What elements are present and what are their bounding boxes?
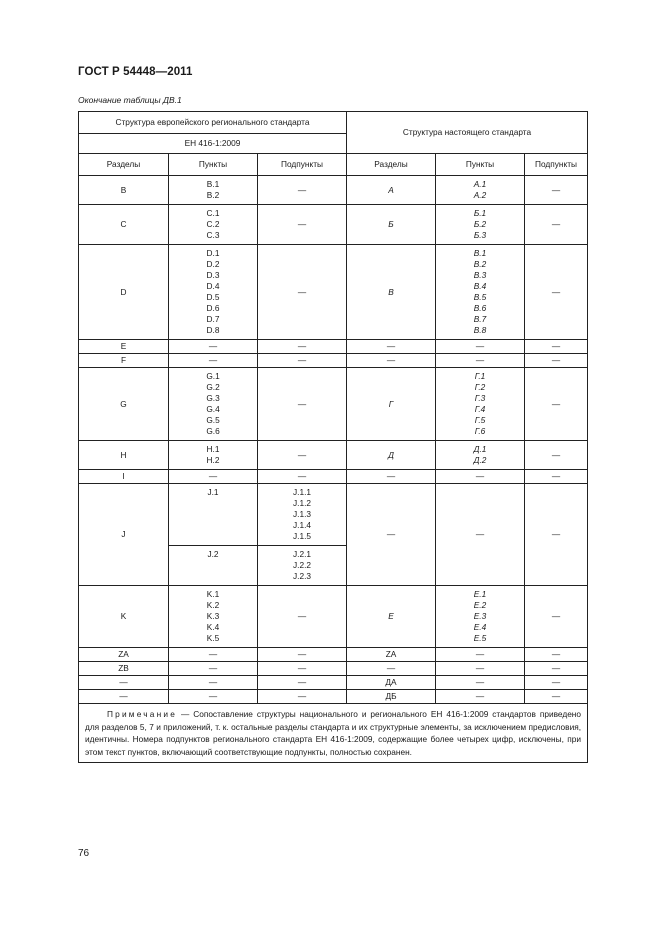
cell-lines bbox=[169, 176, 257, 204]
cell-line: В.3 bbox=[473, 270, 487, 280]
note-text: — Сопоставление структуры национального и регионального ЕН 416-1:2009 стандартов приведено для разделов 5, 7 и приложений, т. к. остальные разделы стандарта и их структурные элементы, за исключением предисловия, идентичны. Номера подпунктов регионального стандарта ЕН 416-1:2009, содержащие более четырех цифр, исключены, при этом текст пунктов, включающий соответствующие подпункты, полностью сохранен. bbox=[85, 709, 582, 757]
cell-line: J.1.1 bbox=[293, 487, 311, 497]
national-subpoints: — bbox=[525, 662, 588, 676]
european-section: H bbox=[79, 441, 169, 470]
table-row bbox=[79, 441, 588, 470]
cell-line: C.2 bbox=[206, 219, 220, 229]
national-section: ДА bbox=[347, 676, 436, 690]
national-section: ZA bbox=[347, 648, 436, 662]
cell-line: Е.1 bbox=[473, 589, 487, 599]
national-subpoints: — bbox=[525, 340, 588, 354]
cell-line: J.2.1 bbox=[293, 549, 311, 559]
cell-line: J.1.3 bbox=[293, 509, 311, 519]
cell-lines bbox=[258, 484, 346, 545]
national-subpoints: — bbox=[525, 205, 588, 245]
page-number: 76 bbox=[78, 848, 90, 859]
national-subpoints: — bbox=[525, 245, 588, 340]
national-points: — bbox=[436, 676, 525, 690]
european-section: I bbox=[79, 470, 169, 484]
national-points bbox=[436, 586, 525, 648]
cell-line: Б.3 bbox=[473, 230, 487, 240]
european-subpoints: — bbox=[258, 648, 347, 662]
cell-line: В.5 bbox=[473, 292, 487, 302]
cell-line: Е.3 bbox=[473, 611, 487, 621]
table-row bbox=[79, 368, 588, 441]
cell-line: G.6 bbox=[206, 426, 220, 436]
european-section: ZA bbox=[79, 648, 169, 662]
cell-line: D.7 bbox=[206, 314, 220, 324]
cell-line: B.2 bbox=[206, 190, 220, 200]
european-section: C bbox=[79, 205, 169, 245]
european-points: — bbox=[169, 662, 258, 676]
table-row bbox=[79, 586, 588, 648]
national-structure-header: Структура настоящего стандарта bbox=[347, 112, 588, 154]
cell-lines bbox=[436, 176, 524, 204]
cell-line: G.2 bbox=[206, 382, 220, 392]
document-title: ГОСТ Р 54448—2011 bbox=[78, 66, 193, 78]
european-subpoints bbox=[258, 484, 347, 546]
national-points: — bbox=[436, 340, 525, 354]
cell-lines bbox=[436, 368, 524, 440]
cell-lines bbox=[169, 245, 257, 339]
european-points: — bbox=[169, 470, 258, 484]
national-subpoints: — bbox=[525, 441, 588, 470]
column-header: Пункты bbox=[436, 154, 525, 176]
note-row bbox=[79, 704, 588, 763]
cell-line: H.1 bbox=[206, 444, 220, 454]
cell-lines bbox=[436, 205, 524, 244]
european-section: E bbox=[79, 340, 169, 354]
european-section: G bbox=[79, 368, 169, 441]
european-points: — bbox=[169, 354, 258, 368]
cell-line: Г.4 bbox=[474, 404, 486, 414]
cell-line: H.2 bbox=[206, 455, 220, 465]
cell-line: Б.2 bbox=[473, 219, 487, 229]
cell-lines bbox=[436, 245, 524, 339]
table-row bbox=[79, 484, 588, 546]
cell-line: J.2.2 bbox=[293, 560, 311, 570]
national-points bbox=[436, 368, 525, 441]
national-section: Д bbox=[347, 441, 436, 470]
cell-line: D.2 bbox=[206, 259, 220, 269]
table-row bbox=[79, 354, 588, 368]
cell-line: В.2 bbox=[473, 259, 487, 269]
national-points bbox=[436, 176, 525, 205]
european-subpoints bbox=[258, 546, 347, 586]
cell-line: J.1.2 bbox=[293, 498, 311, 508]
cell-line: C.1 bbox=[206, 208, 220, 218]
table-body bbox=[79, 112, 588, 763]
note-label: Примечание bbox=[107, 709, 178, 719]
national-section: Е bbox=[347, 586, 436, 648]
cell-line: Г.2 bbox=[474, 382, 486, 392]
cell-lines bbox=[169, 205, 257, 244]
national-points: — bbox=[436, 470, 525, 484]
national-subpoints: — bbox=[525, 648, 588, 662]
european-points bbox=[169, 368, 258, 441]
cell-lines bbox=[169, 546, 257, 563]
cell-line: K.5 bbox=[206, 633, 220, 643]
european-subpoints: — bbox=[258, 340, 347, 354]
national-subpoints: — bbox=[525, 676, 588, 690]
cell-line: J.2 bbox=[207, 549, 219, 559]
cell-line: Е.2 bbox=[473, 600, 487, 610]
cell-line: C.3 bbox=[206, 230, 220, 240]
national-points bbox=[436, 441, 525, 470]
european-subpoints: — bbox=[258, 662, 347, 676]
cell-line: Г.3 bbox=[474, 393, 486, 403]
national-subpoints: — bbox=[525, 368, 588, 441]
comparison-table bbox=[78, 111, 588, 763]
table-row bbox=[79, 245, 588, 340]
european-subpoints: — bbox=[258, 354, 347, 368]
cell-line: В.6 bbox=[473, 303, 487, 313]
cell-line: G.4 bbox=[206, 404, 220, 414]
table-caption: Окончание таблицы ДВ.1 bbox=[78, 95, 182, 105]
cell-line: Е.5 bbox=[473, 633, 487, 643]
cell-line: Д.2 bbox=[473, 455, 487, 465]
cell-line: В.7 bbox=[473, 314, 487, 324]
cell-line: G.1 bbox=[206, 371, 220, 381]
national-points: — bbox=[436, 662, 525, 676]
national-points: — bbox=[436, 648, 525, 662]
national-subpoints: — bbox=[525, 484, 588, 586]
national-points bbox=[436, 205, 525, 245]
european-section: — bbox=[79, 690, 169, 704]
cell-lines bbox=[169, 368, 257, 440]
european-section: J bbox=[79, 484, 169, 586]
cell-line: Г.1 bbox=[474, 371, 486, 381]
cell-line: G.5 bbox=[206, 415, 220, 425]
european-section: K bbox=[79, 586, 169, 648]
cell-line: B.1 bbox=[206, 179, 220, 189]
cell-line: D.1 bbox=[206, 248, 220, 258]
national-points: — bbox=[436, 484, 525, 586]
column-header: Подпункты bbox=[258, 154, 347, 176]
national-section: В bbox=[347, 245, 436, 340]
national-section: Г bbox=[347, 368, 436, 441]
european-structure-header: Структура европейского регионального стандарта bbox=[79, 112, 347, 134]
cell-line: J.1.5 bbox=[293, 531, 311, 541]
cell-line: D.4 bbox=[206, 281, 220, 291]
european-section: F bbox=[79, 354, 169, 368]
european-points: — bbox=[169, 690, 258, 704]
cell-lines bbox=[436, 441, 524, 469]
national-subpoints: — bbox=[525, 470, 588, 484]
national-section: — bbox=[347, 354, 436, 368]
european-points bbox=[169, 176, 258, 205]
column-header: Разделы bbox=[79, 154, 169, 176]
national-points: — bbox=[436, 354, 525, 368]
national-section: — bbox=[347, 484, 436, 586]
national-points bbox=[436, 245, 525, 340]
cell-line: А.1 bbox=[473, 179, 487, 189]
table-row bbox=[79, 176, 588, 205]
cell-line: Г.5 bbox=[474, 415, 486, 425]
cell-line: А.2 bbox=[473, 190, 487, 200]
cell-line: D.8 bbox=[206, 325, 220, 335]
cell-line: Б.1 bbox=[473, 208, 487, 218]
national-section: — bbox=[347, 662, 436, 676]
national-section: — bbox=[347, 470, 436, 484]
cell-line: Г.6 bbox=[474, 426, 486, 436]
cell-line: D.3 bbox=[206, 270, 220, 280]
european-points bbox=[169, 245, 258, 340]
table-row bbox=[79, 470, 588, 484]
european-section: — bbox=[79, 676, 169, 690]
european-subpoints: — bbox=[258, 441, 347, 470]
cell-lines bbox=[258, 546, 346, 585]
table-row bbox=[79, 690, 588, 704]
european-points bbox=[169, 586, 258, 648]
cell-line: J.1.4 bbox=[293, 520, 311, 530]
column-header: Подпункты bbox=[525, 154, 588, 176]
national-points: — bbox=[436, 690, 525, 704]
european-subpoints: — bbox=[258, 205, 347, 245]
national-subpoints: — bbox=[525, 354, 588, 368]
european-subpoints: — bbox=[258, 368, 347, 441]
cell-lines bbox=[169, 484, 257, 501]
cell-line: J.1 bbox=[207, 487, 219, 497]
european-points: — bbox=[169, 648, 258, 662]
national-subpoints: — bbox=[525, 176, 588, 205]
european-points bbox=[169, 484, 258, 546]
cell-lines bbox=[436, 586, 524, 647]
table-row bbox=[79, 662, 588, 676]
european-subpoints: — bbox=[258, 586, 347, 648]
cell-line: J.2.3 bbox=[293, 571, 311, 581]
european-points: — bbox=[169, 676, 258, 690]
table-row bbox=[79, 676, 588, 690]
european-standard-number: ЕН 416-1:2009 bbox=[79, 134, 347, 154]
cell-line: В.4 bbox=[473, 281, 487, 291]
cell-line: Е.4 bbox=[473, 622, 487, 632]
cell-line: K.3 bbox=[206, 611, 220, 621]
national-section: ДБ bbox=[347, 690, 436, 704]
european-points bbox=[169, 441, 258, 470]
table-row bbox=[79, 340, 588, 354]
european-points: — bbox=[169, 340, 258, 354]
european-subpoints: — bbox=[258, 176, 347, 205]
cell-line: В.1 bbox=[473, 248, 487, 258]
cell-line: K.1 bbox=[206, 589, 220, 599]
european-section: B bbox=[79, 176, 169, 205]
cell-line: Д.1 bbox=[473, 444, 487, 454]
national-subpoints: — bbox=[525, 690, 588, 704]
european-section: D bbox=[79, 245, 169, 340]
table-note bbox=[79, 704, 588, 763]
european-subpoints: — bbox=[258, 690, 347, 704]
european-section: ZB bbox=[79, 662, 169, 676]
cell-line: D.6 bbox=[206, 303, 220, 313]
national-section: Б bbox=[347, 205, 436, 245]
cell-line: D.5 bbox=[206, 292, 220, 302]
cell-line: В.8 bbox=[473, 325, 487, 335]
european-points bbox=[169, 546, 258, 586]
cell-line: K.4 bbox=[206, 622, 220, 632]
column-header: Разделы bbox=[347, 154, 436, 176]
cell-line: G.3 bbox=[206, 393, 220, 403]
cell-lines bbox=[169, 586, 257, 647]
cell-lines bbox=[169, 441, 257, 469]
european-subpoints: — bbox=[258, 676, 347, 690]
national-subpoints: — bbox=[525, 586, 588, 648]
table-row bbox=[79, 205, 588, 245]
column-header-row bbox=[79, 154, 588, 176]
national-section: — bbox=[347, 340, 436, 354]
cell-line: K.2 bbox=[206, 600, 220, 610]
european-subpoints: — bbox=[258, 470, 347, 484]
european-subpoints: — bbox=[258, 245, 347, 340]
column-header: Пункты bbox=[169, 154, 258, 176]
european-points bbox=[169, 205, 258, 245]
table-row bbox=[79, 648, 588, 662]
national-section: А bbox=[347, 176, 436, 205]
